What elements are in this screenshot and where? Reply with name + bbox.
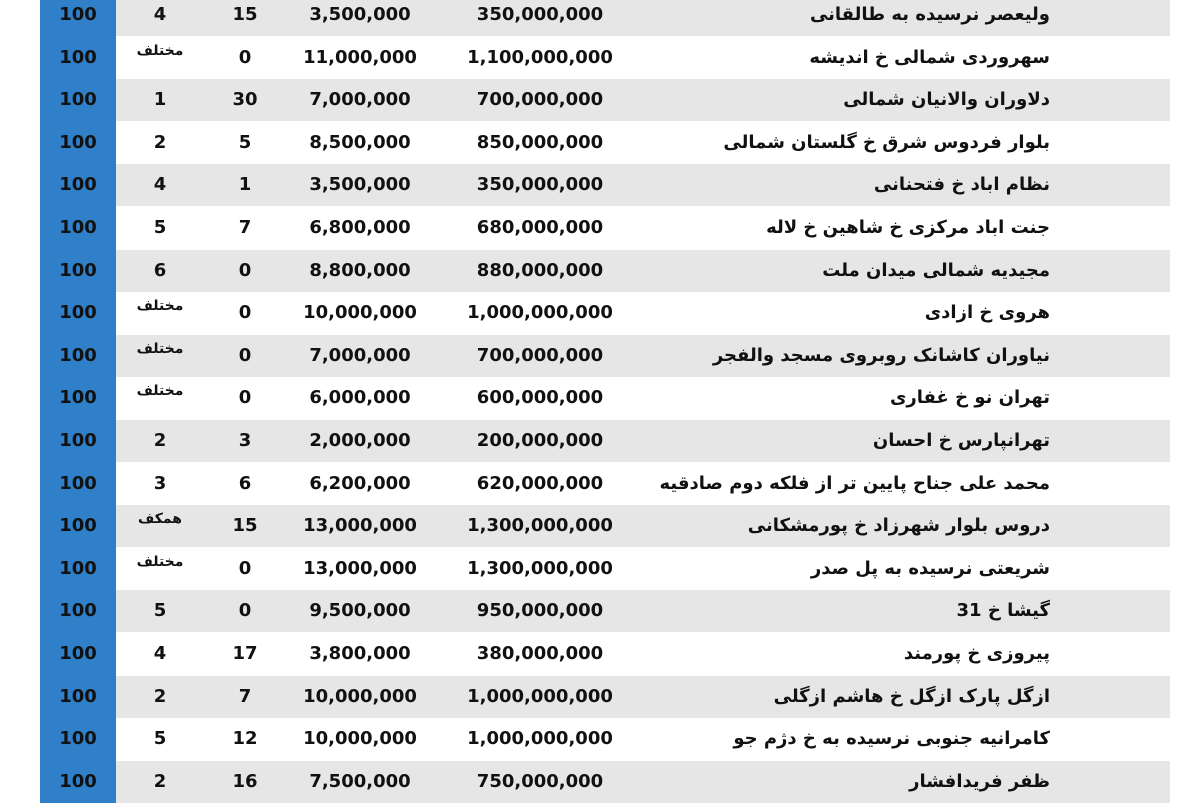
area-cell: 100 [40, 207, 116, 249]
floor-cell: مختلف [136, 340, 184, 357]
area-cell: 100 [40, 420, 116, 462]
total-price-cell: 1,000,000,000 [467, 302, 613, 324]
age-cell: 5 [238, 131, 252, 153]
floor-cell: مختلف [136, 42, 184, 59]
address-cell: کامرانیه جنوبی نرسیده به خ دژم جو [733, 728, 1050, 750]
total-price-cell: 750,000,000 [476, 770, 604, 792]
total-price-cell: 1,000,000,000 [467, 728, 613, 750]
price-per-meter-cell: 6,000,000 [309, 387, 411, 409]
price-per-meter-cell: 3,800,000 [309, 643, 411, 664]
table-row [40, 122, 1170, 164]
table-row [40, 0, 1170, 36]
address-cell: تهران نو خ غفاری [889, 387, 1050, 409]
total-price-cell: 700,000,000 [476, 89, 604, 111]
price-per-meter-cell: 7,500,000 [309, 770, 411, 792]
table-row [40, 590, 1170, 632]
table-row [40, 335, 1170, 377]
price-per-meter-cell: 13,000,000 [303, 515, 417, 537]
area-cell: 100 [40, 590, 116, 632]
floor-cell: 2 [153, 770, 167, 792]
price-per-meter-cell: 9,500,000 [309, 600, 411, 622]
area-cell: 100 [40, 37, 116, 79]
table-row [40, 676, 1170, 718]
total-price-cell: 620,000,000 [476, 472, 604, 494]
price-per-meter-cell: 13,000,000 [303, 557, 417, 579]
age-cell: 0 [238, 259, 252, 281]
age-cell: 7 [238, 685, 252, 707]
area-cell: 100 [40, 0, 116, 36]
floor-cell: 3 [153, 472, 167, 494]
age-cell: 0 [238, 387, 252, 409]
floor-cell: 6 [153, 259, 167, 281]
age-cell: 0 [238, 344, 252, 366]
floor-cell: 2 [153, 430, 167, 451]
floor-cell: 4 [153, 174, 167, 196]
address-cell: پیروزی خ پورمند [903, 643, 1050, 664]
area-cell: 100 [40, 718, 116, 760]
address-cell: دروس بلوار شهرزاد خ پورمشکانی [747, 515, 1050, 537]
floor-cell: مختلف [136, 383, 184, 400]
table-row [40, 37, 1170, 79]
address-cell: دلاوران والانیان شمالی [843, 89, 1050, 111]
address-cell: ولیعصر نرسیده به طالقانی [809, 4, 1050, 25]
price-per-meter-cell: 3,500,000 [309, 174, 411, 196]
address-cell: بلوار فردوس شرق خ گلستان شمالی [723, 131, 1050, 153]
table-row [40, 250, 1170, 292]
total-price-cell: 950,000,000 [476, 600, 604, 622]
address-cell: مجیدیه شمالی میدان ملت [822, 259, 1050, 281]
floor-cell: 4 [153, 643, 167, 664]
table-row [40, 79, 1170, 121]
floor-cell: 5 [153, 600, 167, 622]
total-price-cell: 350,000,000 [476, 4, 604, 25]
table-row [40, 761, 1170, 803]
table-row [40, 420, 1170, 462]
address-cell: تهرانپارس خ احسان [872, 430, 1050, 451]
price-per-meter-cell: 7,000,000 [309, 89, 411, 111]
area-cell: 100 [40, 164, 116, 206]
total-price-cell: 1,100,000,000 [467, 46, 613, 68]
address-cell: شریعتی نرسیده به پل صدر [810, 557, 1050, 579]
floor-cell: 1 [153, 89, 167, 111]
area-cell: 100 [40, 676, 116, 718]
table-row [40, 292, 1170, 334]
area-cell: 100 [40, 292, 116, 334]
table-row [40, 164, 1170, 206]
price-per-meter-cell: 6,200,000 [309, 472, 411, 494]
address-cell: سهروردی شمالی خ اندیشه [809, 46, 1050, 68]
total-price-cell: 600,000,000 [476, 387, 604, 409]
address-cell: جنت اباد مرکزی خ شاهین خ لاله [766, 217, 1050, 238]
price-per-meter-cell: 11,000,000 [303, 46, 417, 68]
total-price-cell: 880,000,000 [476, 259, 604, 281]
age-cell: 30 [232, 89, 258, 111]
age-cell: 17 [232, 643, 258, 664]
total-price-cell: 680,000,000 [476, 217, 604, 238]
age-cell: 15 [232, 4, 258, 25]
total-price-cell: 700,000,000 [476, 344, 604, 366]
age-cell: 1 [238, 174, 252, 196]
area-cell: 100 [40, 761, 116, 803]
listings-table [40, 0, 1170, 800]
price-per-meter-cell: 7,000,000 [309, 344, 411, 366]
table-row [40, 718, 1170, 760]
total-price-cell: 350,000,000 [476, 174, 604, 196]
area-cell: 100 [40, 463, 116, 505]
address-cell: ظفر فریدافشار [909, 770, 1050, 792]
total-price-cell: 1,300,000,000 [467, 515, 613, 537]
age-cell: 0 [238, 46, 252, 68]
total-price-cell: 200,000,000 [476, 430, 604, 451]
total-price-cell: 1,300,000,000 [467, 557, 613, 579]
address-cell: نیاوران کاشانک روبروی مسجد والفجر [712, 344, 1050, 366]
total-price-cell: 850,000,000 [476, 131, 604, 153]
address-cell: هروی خ ازادی [924, 302, 1050, 324]
age-cell: 0 [238, 600, 252, 622]
price-per-meter-cell: 6,800,000 [309, 217, 411, 238]
table-row [40, 548, 1170, 590]
total-price-cell: 380,000,000 [476, 643, 604, 664]
price-per-meter-cell: 10,000,000 [303, 685, 417, 707]
price-per-meter-cell: 10,000,000 [303, 728, 417, 750]
age-cell: 0 [238, 557, 252, 579]
floor-cell: 2 [153, 685, 167, 707]
area-cell: 100 [40, 335, 116, 377]
address-cell: گیشا خ 31 [956, 600, 1050, 622]
table-row [40, 463, 1170, 505]
area-cell: 100 [40, 505, 116, 547]
age-cell: 0 [238, 302, 252, 324]
area-cell: 100 [40, 122, 116, 164]
age-cell: 12 [232, 728, 258, 750]
floor-cell: 5 [153, 728, 167, 750]
address-cell: نظام اباد خ فتحنانی [873, 174, 1050, 196]
floor-cell: 2 [153, 131, 167, 153]
address-cell: محمد علی جناح پایین تر از فلکه دوم صادقیه [659, 472, 1050, 494]
floor-cell: 5 [153, 217, 167, 238]
area-cell: 100 [40, 548, 116, 590]
price-per-meter-cell: 3,500,000 [309, 4, 411, 25]
price-per-meter-cell: 8,800,000 [309, 259, 411, 281]
area-cell: 100 [40, 250, 116, 292]
price-per-meter-cell: 8,500,000 [309, 131, 411, 153]
table-row [40, 207, 1170, 249]
age-cell: 6 [238, 472, 252, 494]
price-per-meter-cell: 10,000,000 [303, 302, 417, 324]
total-price-cell: 1,000,000,000 [467, 685, 613, 707]
area-cell: 100 [40, 377, 116, 419]
floor-cell: همکف [138, 511, 182, 528]
age-cell: 16 [232, 770, 258, 792]
age-cell: 7 [238, 217, 252, 238]
age-cell: 3 [238, 430, 252, 451]
price-per-meter-cell: 2,000,000 [309, 430, 411, 451]
table-row [40, 377, 1170, 419]
floor-cell: مختلف [136, 298, 184, 315]
table-row [40, 505, 1170, 547]
table-row [40, 633, 1170, 675]
area-cell: 100 [40, 79, 116, 121]
address-cell: ازگل پارک ازگل خ هاشم ازگلی [773, 685, 1050, 707]
area-cell: 100 [40, 633, 116, 675]
floor-cell: مختلف [136, 553, 184, 570]
floor-cell: 4 [153, 4, 167, 25]
age-cell: 15 [232, 515, 258, 537]
